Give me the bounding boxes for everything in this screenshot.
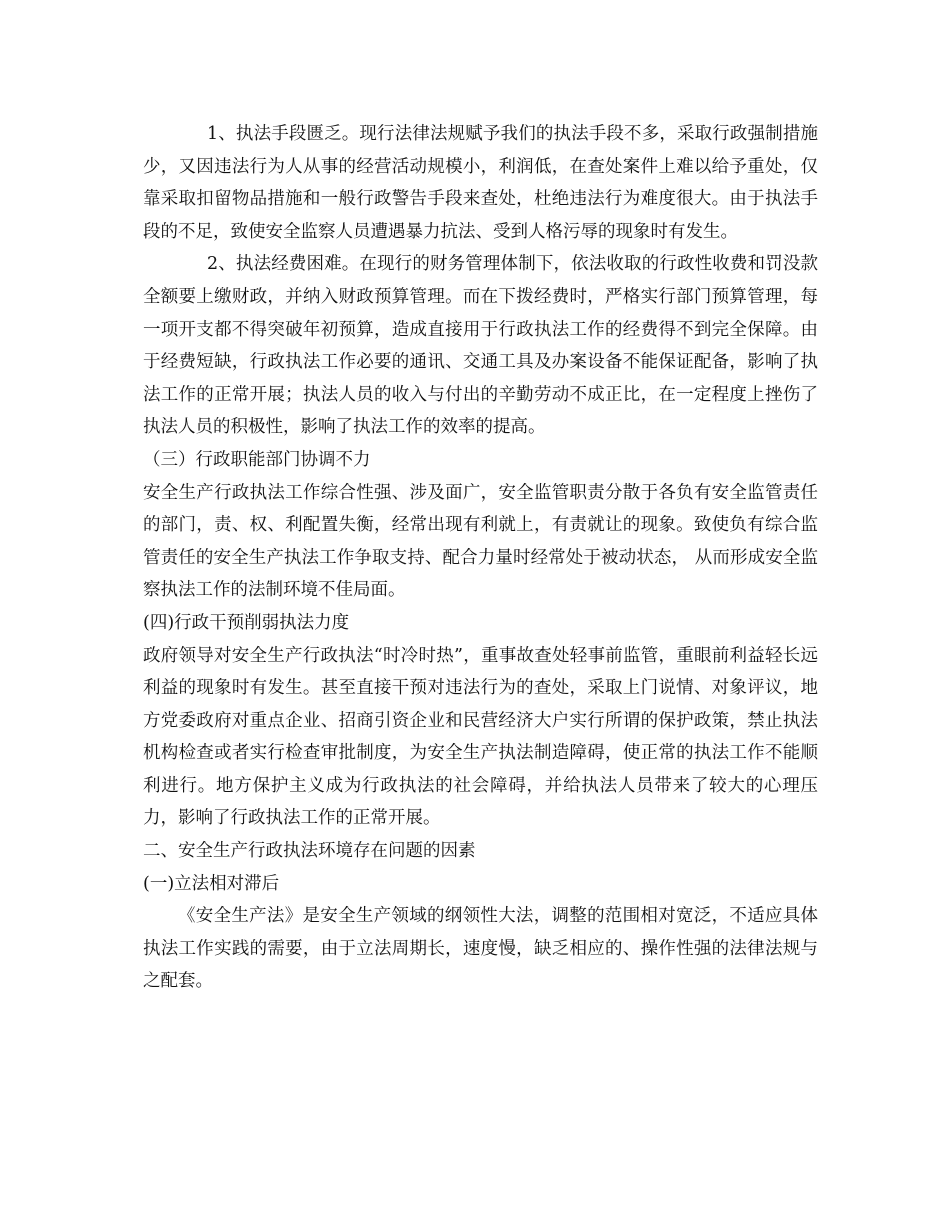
paragraph-administrative-intervention: 政府领导对安全生产行政执法“时冷时热”，重事故查处轻事前监管，重眼前利益轻长远利益的现象时有发生。甚至直接干预对违法行为的查处，采取上门说情、对象评议，地方党委政府对重点企业、招商引资企业和民营经济大户实行所谓的保护政策，禁止执法机构检查或者实行检查审批制度，为安全生产执法制造障碍，使正常的执法工作不能顺利进行。地方保护主义成为行政执法的社会障碍，并给执法人员带来了较大的心理压力，影响了行政执法工作的正常开展。 <box>143 645 818 829</box>
paragraph-enforcement-means: 1、执法手段匮乏。现行法律法规赋予我们的执法手段不多，采取行政强制措施少，又因违法行为人从事的经营活动规模小，利润低，在查处案件上难以给予重处，仅靠采取扣留物品措施和一般行政警告手段来查处，杜绝违法行为难度很大。由于执法手段的不足，致使安全监察人员遭遇暴力抗法、受到人格污辱的现象时有发生。 <box>143 124 818 242</box>
paragraph-legislation-lag: 《安全生产法》是安全生产领域的纲领性大法，调整的范围相对宽泛，不适应具体执法工作实践的需要，由于立法周期长，速度慢，缺乏相应的、操作性强的法律法规与之配套。 <box>143 906 818 992</box>
heading-factors: 二、安全生产行政执法环境存在问题的因素 <box>143 841 476 862</box>
heading-coordination: （三）行政职能部门协调不力 <box>143 449 371 470</box>
paragraph-coordination: 安全生产行政执法工作综合性强、涉及面广，安全监管职责分散于各负有安全监管责任的部门，责、权、利配置失衡，经常出现有利就上，有责就让的现象。致使负有综合监管责任的安全生产执法工作争取支持、配合力量时经常处于被动状态， 从而形成安全监察执法工作的法制环境不佳局面。 <box>143 482 818 601</box>
heading-administrative-intervention: (四)行政干预削弱执法力度 <box>143 612 350 633</box>
document-page <box>143 118 818 998</box>
heading-legislation-lag: (一)立法相对滞后 <box>143 873 280 894</box>
paragraph-enforcement-funding: 2、执法经费困难。在现行的财务管理体制下，依法收取的行政性收费和罚没款全额要上缴财政，并纳入财政预算管理。而在下拨经费时，严格实行部门预算管理，每一项开支都不得突破年初预算，造成直接用于行政执法工作的经费得不到完全保障。由于经费短缺，行政执法工作必要的通讯、交通工具及办案设备不能保证配备，影响了执法工作的正常开展；执法人员的收入与付出的辛勤劳动不成正比，在一定程度上挫伤了执法人员的积极性，影响了执法工作的效率的提高。 <box>143 254 818 438</box>
